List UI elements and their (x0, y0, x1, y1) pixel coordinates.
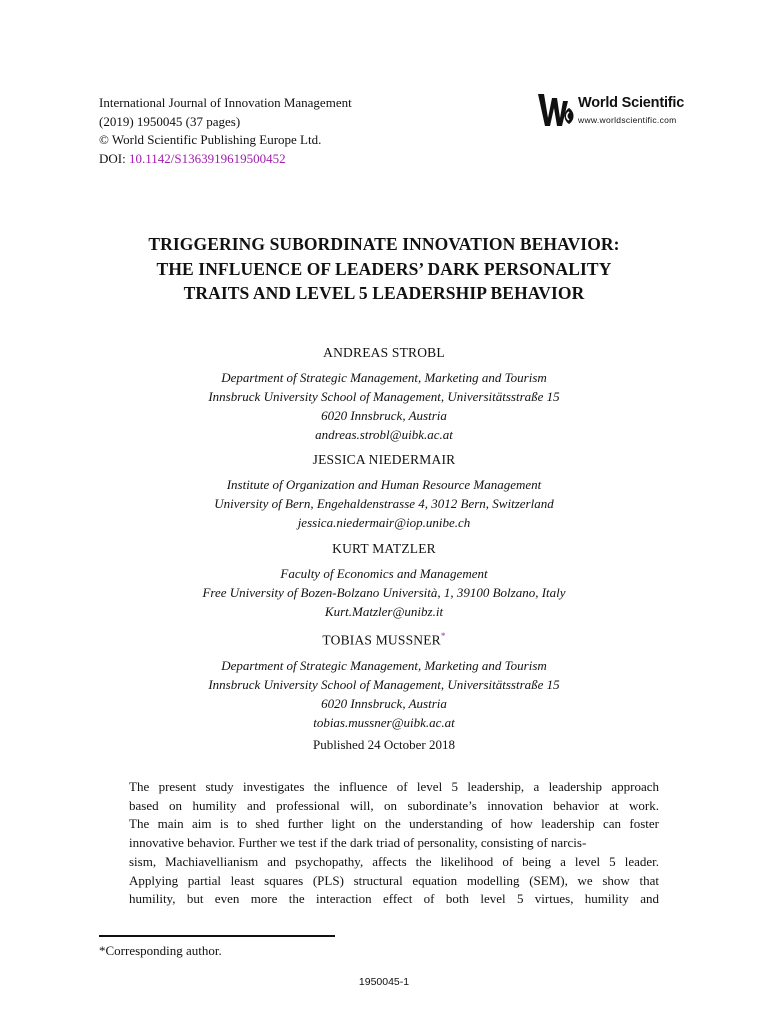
published-date: Published 24 October 2018 (313, 737, 455, 752)
publisher-logo (536, 92, 696, 132)
affiliation-department: Department of Strategic Management, Marketing and Tourism (221, 657, 547, 673)
author-email[interactable]: andreas.strobl@uibk.ac.at (315, 427, 453, 442)
affiliation-city: 6020 Innsbruck, Austria (321, 695, 447, 711)
affiliation-department: Department of Strategic Management, Marketing and Tourism (221, 370, 547, 385)
affiliation-institution: Innsbruck University School of Management, Universitätsstraße 15 (208, 676, 560, 692)
abstract-line: sism, Machiavellianism and psychopathy, affects the likelihood of being a level 5 leader. (129, 853, 659, 869)
affiliation-city: 6020 Innsbruck, Austria (321, 408, 447, 423)
abstract-line: The present study investigates the influence of level 5 leadership, a leadership approach (129, 779, 659, 794)
footnote-rule (99, 935, 335, 937)
copyright-line: © World Scientific Publishing Europe Ltd. (99, 132, 322, 147)
logo-name: World Scientific (578, 95, 685, 111)
doi-link[interactable]: 10.1142/S1363919619500452 (128, 150, 286, 166)
author-name: JESSICA NIEDERMAIR (312, 452, 456, 467)
paper-title (60, 232, 708, 306)
affiliation-institution: University of Bern, Engehaldenstrasse 4, 3012 Bern, Switzerland (214, 496, 554, 511)
author-email[interactable]: Kurt.Matzler@unibz.it (324, 604, 444, 619)
doi-line (99, 150, 352, 169)
author-block (40, 539, 728, 621)
journal-name: International Journal of Innovation Management (99, 95, 352, 110)
author-name: ANDREAS STROBL (323, 345, 445, 360)
author-email[interactable]: jessica.niedermair@iop.unibe.ch (297, 515, 471, 530)
logo-url[interactable]: www.worldscientific.com (578, 115, 677, 125)
author-name-corresponding (40, 627, 728, 650)
world-scientific-logo-icon (536, 92, 576, 130)
doi-label: DOI: (99, 150, 126, 166)
abstract-line: humility, but even more the interaction effect of both level 5 virtues, humility and (129, 891, 659, 907)
author-name: KURT MATZLER (332, 541, 436, 556)
affiliation-department: Faculty of Economics and Management (280, 566, 488, 581)
author-block (40, 343, 728, 444)
corresponding-author-mark[interactable]: * (440, 631, 446, 641)
journal-info (99, 94, 352, 168)
affiliation-institution: Innsbruck University School of Management, Universitätsstraße 15 (208, 389, 560, 404)
author-block (40, 627, 728, 732)
affiliation-department: Institute of Organization and Human Resource Management (226, 477, 542, 492)
author-email[interactable]: tobias.mussner@uibk.ac.at (313, 714, 455, 730)
footnote: *Corresponding author. (99, 943, 222, 958)
abstract-line: based on humility and professional will, on subordinate’s innovation behavior at work. (129, 797, 659, 813)
abstract-line: The main aim is to shed further light on the understanding of how leadership can foster (129, 816, 659, 832)
author-block (40, 450, 728, 532)
page-number: 1950045-1 (358, 976, 410, 988)
affiliation-institution: Free University of Bozen-Bolzano Università, 1, 39100 Bolzano, Italy (202, 585, 566, 600)
abstract-line: innovative behavior. Further we test if the dark triad of personality, consisting of narcis- (129, 835, 587, 851)
title-line: THE INFLUENCE OF LEADERS’ DARK PERSONALITY (156, 258, 612, 279)
abstract (129, 778, 659, 909)
title-line: TRAITS AND LEVEL 5 LEADERSHIP BEHAVIOR (183, 283, 585, 303)
abstract-line: Applying partial least squares (PLS) structural equation modelling (SEM), we show that (129, 872, 659, 888)
author-name: TOBIAS MUSSNER (322, 632, 441, 648)
title-line: TRIGGERING SUBORDINATE INNOVATION BEHAVIOR: (148, 234, 620, 254)
volume-line: (2019) 1950045 (37 pages) (99, 113, 241, 129)
